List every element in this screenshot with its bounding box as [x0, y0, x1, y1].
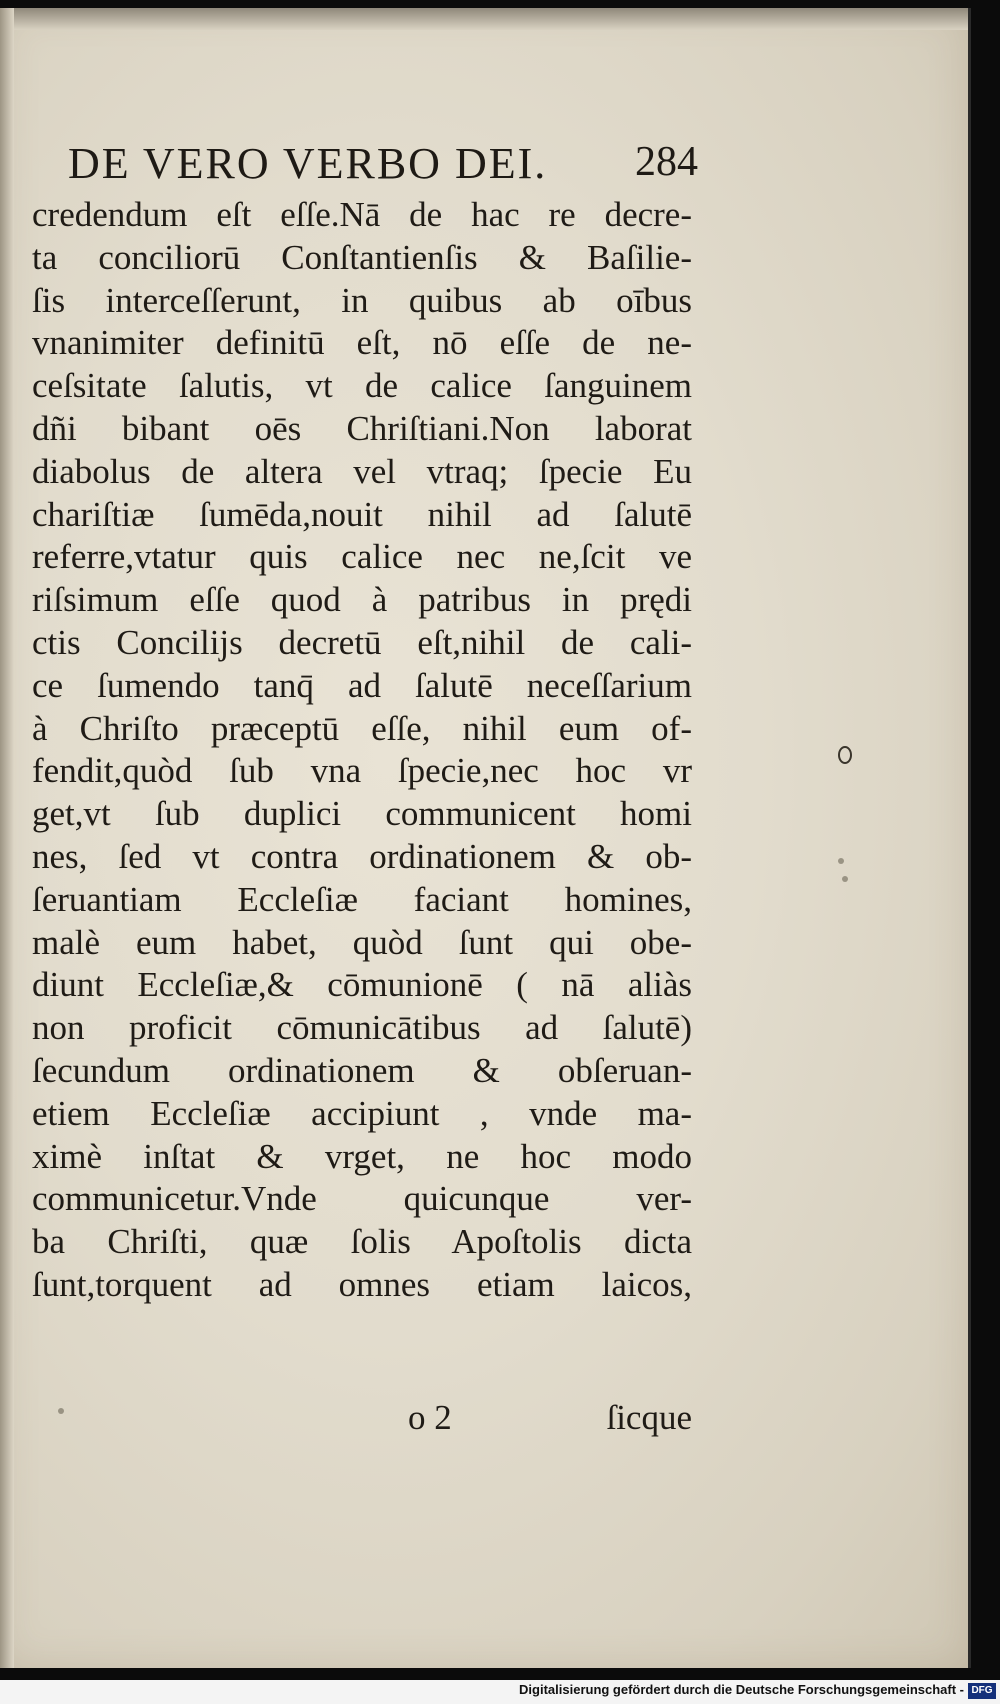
- text-line: ce ſumendo tanq̄ ad ſalutē neceſſarium: [32, 665, 692, 705]
- body-text: [32, 194, 692, 1307]
- text-line: etiem Eccleſiæ accipiunt , vnde ma-: [32, 1093, 692, 1133]
- text-line: ceſsitate ſalutis, vt de calice ſanguinem: [32, 366, 692, 406]
- digitization-credit: Digitalisierung gefördert durch die Deutsche Forschungsgemeinschaft -: [519, 1682, 964, 1697]
- dfg-logo: DFG: [968, 1683, 996, 1699]
- text-line: non proficit cōmunicātibus ad ſalutē): [32, 1008, 692, 1048]
- running-title: DE VERO VERBO DEI.: [68, 139, 548, 188]
- paper-speck: [838, 858, 844, 864]
- text-line: ſis interceſſerunt, in quibus ab oībus: [32, 280, 692, 320]
- catchword: ſicque: [606, 1398, 692, 1437]
- paper-speck: [842, 876, 848, 882]
- page-gutter-edge: [0, 8, 14, 1668]
- text-line: dñi bibant oēs Chriſtiani.Non laborat: [32, 408, 692, 448]
- text-line: nes, ſed vt contra ordinationem & ob-: [32, 836, 692, 876]
- text-line: malè eum habet, quòd ſunt qui obe-: [32, 922, 692, 962]
- text-line: diunt Eccleſiæ,& cōmunionē ( nā aliàs: [32, 965, 692, 1005]
- text-line: ta conciliorū Conſtantienſis & Baſilie-: [32, 237, 692, 277]
- page-top-edge: [0, 8, 968, 30]
- digitization-credit-bar: [0, 1680, 1000, 1704]
- text-line: à Chriſto præceptū eſſe, nihil eum of-: [32, 708, 692, 748]
- text-line: credendum eſt eſſe.Nā de hac re decre-: [32, 195, 692, 234]
- text-line: chariſtiæ ſumēda,nouit nihil ad ſalutē: [32, 494, 692, 534]
- text-line: ctis Concilijs decretū eſt,nihil de cali-: [32, 622, 692, 662]
- paper-speck: [58, 1408, 64, 1414]
- text-line: referre,vtatur quis calice nec ne,ſcit ve: [32, 537, 692, 577]
- page-header: [68, 138, 698, 198]
- text-line: communicetur.Vnde quicunque ver-: [32, 1179, 692, 1219]
- book-page: [0, 8, 971, 1668]
- text-line: ſunt,torquent ad omnes etiam laicos,: [32, 1264, 692, 1304]
- text-line: ſecundum ordinationem & obſeruan-: [32, 1050, 692, 1090]
- text-line: riſsimum eſſe quod à patribus in prędi: [32, 580, 692, 620]
- text-line: diabolus de altera vel vtraq; ſpecie Eu: [32, 451, 692, 491]
- page-footer: [32, 1398, 692, 1446]
- text-line: ſeruantiam Eccleſiæ faciant homines,: [32, 879, 692, 919]
- text-line: ximè inſtat & vrget, ne hoc modo: [32, 1136, 692, 1176]
- page-number: 284: [635, 139, 698, 185]
- text-line: fendit,quòd ſub vna ſpecie,nec hoc vr: [32, 751, 692, 791]
- text-line: vnanimiter definitū eſt, nō eſſe de ne-: [32, 323, 692, 363]
- text-line: get,vt ſub duplici communicent homi: [32, 794, 692, 834]
- paper-blemish: [838, 746, 852, 764]
- signature-mark: o 2: [408, 1398, 452, 1437]
- text-line: ba Chriſti, quæ ſolis Apoſtolis dicta: [32, 1222, 692, 1262]
